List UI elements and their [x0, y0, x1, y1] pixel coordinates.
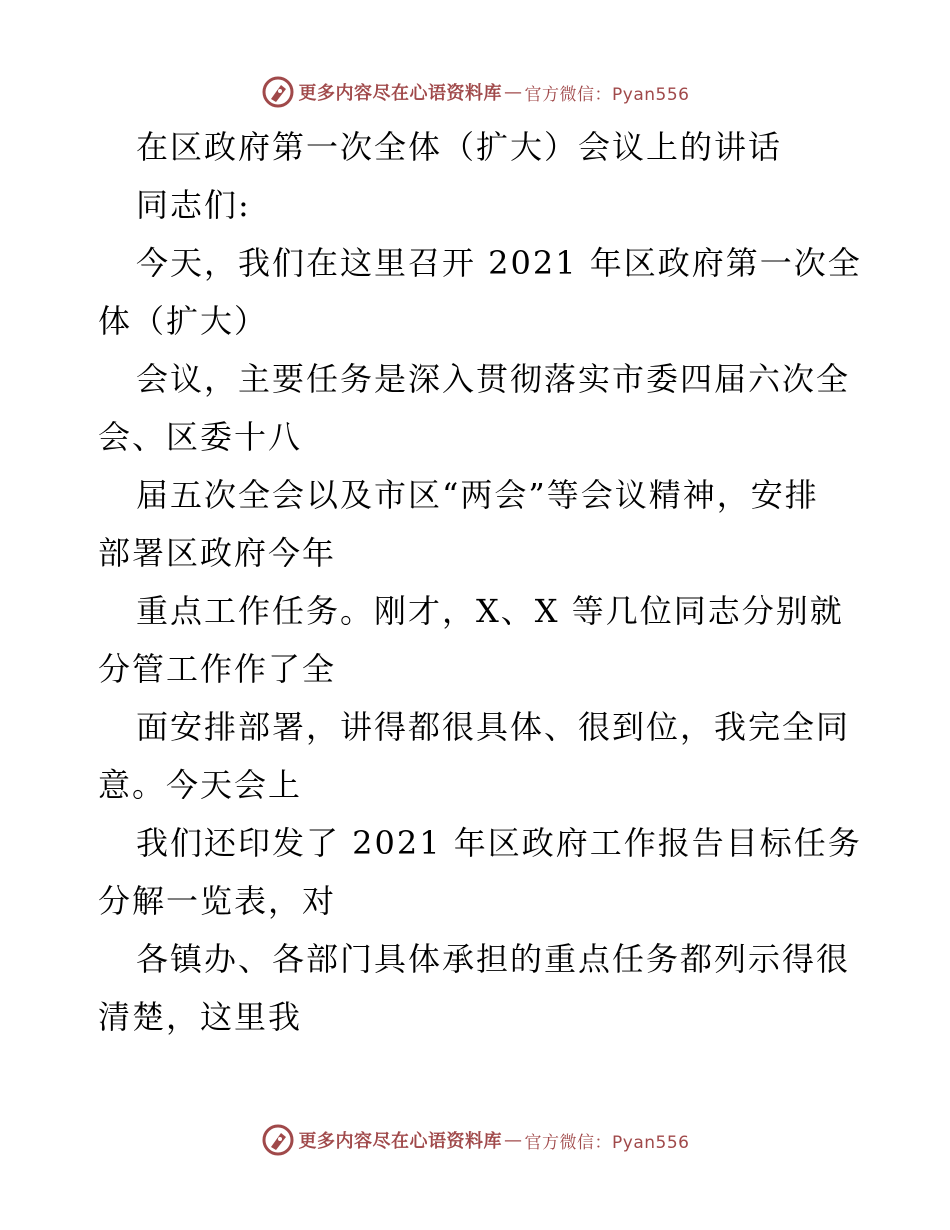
text-line: 重点工作任务。刚才，X、X 等几位同志分别就	[136, 592, 844, 630]
footer-watermark-banner	[0, 1120, 950, 1160]
text-line: 各镇办、各部门具体承担的重点任务都列示得很	[136, 940, 851, 978]
text-line: 清楚，这里我	[98, 998, 303, 1036]
pen-nib-circle-icon	[261, 75, 295, 109]
banner-wechat-text: 官方微信：Pyan556	[524, 84, 690, 105]
banner-site-text: 更多内容尽在心语资料库	[298, 83, 503, 104]
banner-wechat-text: 官方微信：Pyan556	[524, 1132, 690, 1153]
text-line: 分管工作作了全	[98, 650, 337, 688]
text-line: 面安排部署，讲得都很具体、很到位，我完全同	[136, 708, 851, 746]
pen-nib-circle-icon	[261, 1123, 295, 1157]
text-line: 届五次全会以及市区“两会”等会议精神，安排	[136, 476, 819, 514]
text-line: 会议，主要任务是深入贯彻落实市委四届六次全	[136, 360, 851, 398]
header-watermark-banner	[0, 72, 950, 112]
banner-site-text: 更多内容尽在心语资料库	[298, 1131, 503, 1152]
text-line: 分解一览表，对	[98, 882, 337, 920]
text-line: 在区政府第一次全体（扩大）会议上的讲话	[136, 128, 783, 166]
text-line: 我们还印发了 2021 年区政府工作报告目标任务	[136, 824, 862, 862]
text-line: 部署区政府今年	[98, 534, 337, 572]
banner-dash: —	[504, 1129, 523, 1151]
text-line: 同志们:	[136, 186, 251, 224]
text-line: 会、区委十八	[98, 418, 303, 456]
text-line: 意。今天会上	[98, 766, 303, 804]
banner-dash: —	[504, 81, 523, 103]
document-body	[98, 118, 862, 1046]
text-line: 今天，我们在这里召开 2021 年区政府第一次全	[136, 244, 862, 282]
text-line: 体（扩大）	[98, 302, 269, 340]
